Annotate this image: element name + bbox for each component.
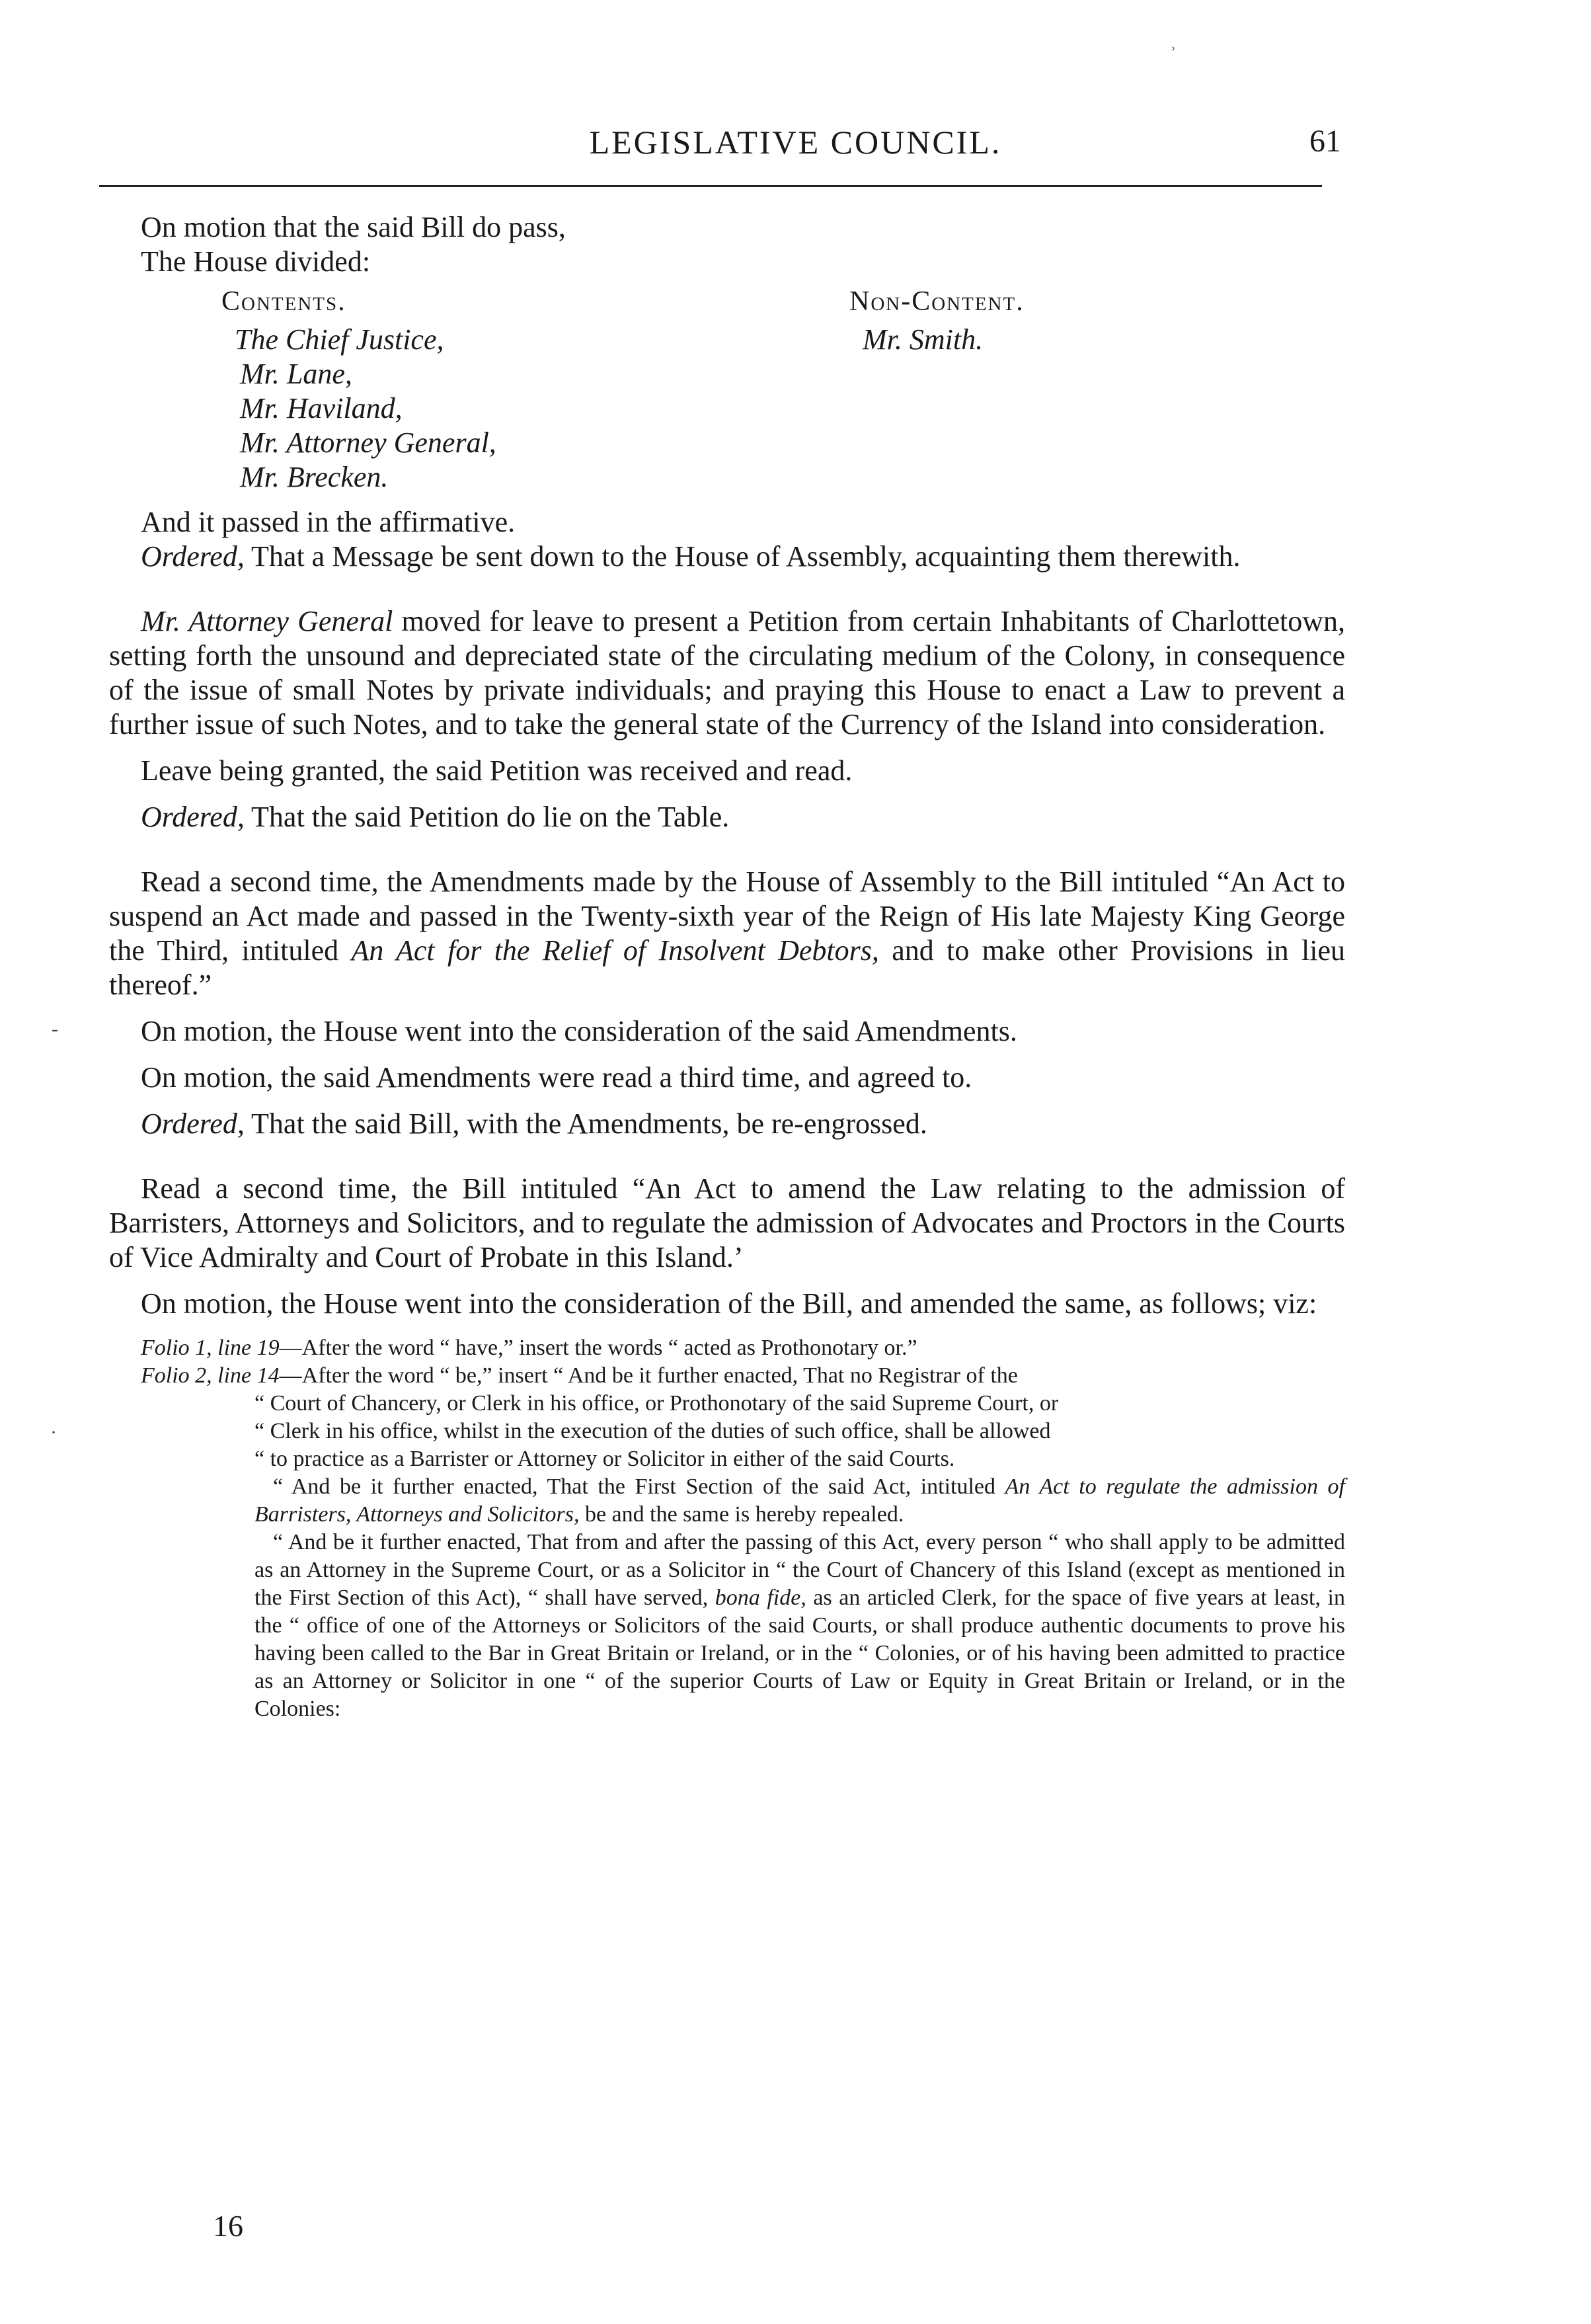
paragraph-ordered-message: Ordered, That a Message be sent down to the House of Assembly, acquainting them therewith. (141, 540, 1241, 573)
page-number: 61 (1309, 124, 1341, 159)
contents-column (221, 284, 496, 495)
paragraph-re-engrossed: Ordered, That the said Bill, with the Amendments, be re-engrossed. (141, 1107, 927, 1140)
amendment-item: Folio 1, line 19—After the word “ have,” insert the words “ acted as Prothonotary or.” (141, 1336, 917, 1360)
motion-line: On motion that the said Bill do pass, (141, 211, 566, 243)
signature-mark: 16 (213, 2209, 243, 2243)
paragraph-ordered-table: Ordered, That the said Petition do lie on the Table. (141, 801, 730, 833)
non-content-column (849, 284, 1025, 357)
speck-mark: ˒ (1170, 34, 1177, 56)
amendment-line: “ Clerk in his office, whilst in the execution of the duties of such office, shall be allowed (254, 1419, 1051, 1443)
amendment-line: “ Court of Chancery, or Clerk in his office, or Prothonotary of the said Supreme Court, or (254, 1391, 1059, 1416)
contents-name: Mr. Haviland, (240, 392, 403, 424)
speck-mark: · (50, 1422, 57, 1443)
non-content-name: Mr. Smith. (863, 323, 984, 356)
paragraph-consideration: On motion, the House went into the consideration of the said Amendments. (141, 1015, 1017, 1047)
paragraph-petition: Mr. Attorney General moved for leave to present a Petition from certain Inhabitants of Charlottetown, setting forth the unsound and depreciated state of the circulating medium of the Colony, in consequence of the issue of small Notes by private individuals; and praying this House to enact a Law to prevent a further issue of such Notes, and to take the general state of the Currency of the Island into consideration. (109, 605, 1345, 741)
paragraph-third-reading: On motion, the said Amendments were read a third time, and agreed to. (141, 1061, 972, 1094)
house-divided-line: The House divided: (141, 245, 371, 278)
page-title: LEGISLATIVE COUNCIL. (589, 124, 1002, 161)
amendment-item: Folio 2, line 14—After the word “ be,” insert “ And be it further enacted, That no Registrar of the (141, 1363, 1018, 1388)
header-rule (99, 185, 1322, 187)
amendment-clause: “ And be it further enacted, That from and after the passing of this Act, every person “ who shall apply to be admitted as an Attorney in the Supreme Court, or as a Solicitor in “ the Court of Chancery of this Island (except as mentioned in the First Section of this Act), “ shall have served, bona fide, as an articled Clerk, for the space of five years at least, in the “ office of one of the Attorneys or Solicitors of the said Courts, or shall produce authentic documents to prove his having been called to the Bar in Great Britain or Ireland, or in the “ Colonies, or of his having been admitted to practice as an Attorney or Solicitor in one “ of the superior Courts of Law or Equity in Great Britain or Ireland, or in the Colonies: (254, 1530, 1345, 1721)
non-content-heading: Non-Content. (849, 286, 1025, 317)
paragraph-leave-granted: Leave being granted, the said Petition was received and read. (141, 754, 853, 787)
paragraph-amendments-read: Read a second time, the Amendments made by the House of Assembly to the Bill intituled “An Act to suspend an Act made and passed in the Twenty-sixth year of the Reign of His late Majesty King George the Third, intituled An Act for the Relief of Insolvent Debtors, and to make other Provisions in lieu thereof.” (109, 865, 1345, 1001)
contents-heading: Contents. (221, 286, 346, 317)
division-result: And it passed in the affirmative. (141, 506, 516, 538)
division-list (109, 284, 1345, 496)
speck-mark: - (52, 1018, 58, 1040)
contents-name: Mr. Attorney General, (240, 426, 496, 459)
contents-name: Mr. Brecken. (240, 461, 389, 493)
contents-name: The Chief Justice, (235, 323, 444, 356)
page-body (109, 210, 1345, 1723)
paragraph-amended: On motion, the House went into the consideration of the Bill, and amended the same, as follows; viz: (141, 1287, 1317, 1320)
amendment-line: “ to practice as a Barrister or Attorney or Solicitor in either of the said Courts. (254, 1447, 955, 1471)
contents-name: Mr. Lane, (240, 358, 352, 390)
amendment-clause: “ And be it further enacted, That the First Section of the said Act, intituled An Act to regulate the admission of Barristers, Attorneys and Solicitors, be and the same is hereby repealed. (254, 1474, 1345, 1527)
paragraph-second-reading: Read a second time, the Bill intituled “An Act to amend the Law relating to the admission of Barristers, Attorneys and Solicitors, and to regulate the admission of Advocates and Proctors in the Courts of Vice Admiralty and Court of Probate in this Island.’ (109, 1172, 1345, 1273)
amendment-list (109, 1334, 1345, 1723)
